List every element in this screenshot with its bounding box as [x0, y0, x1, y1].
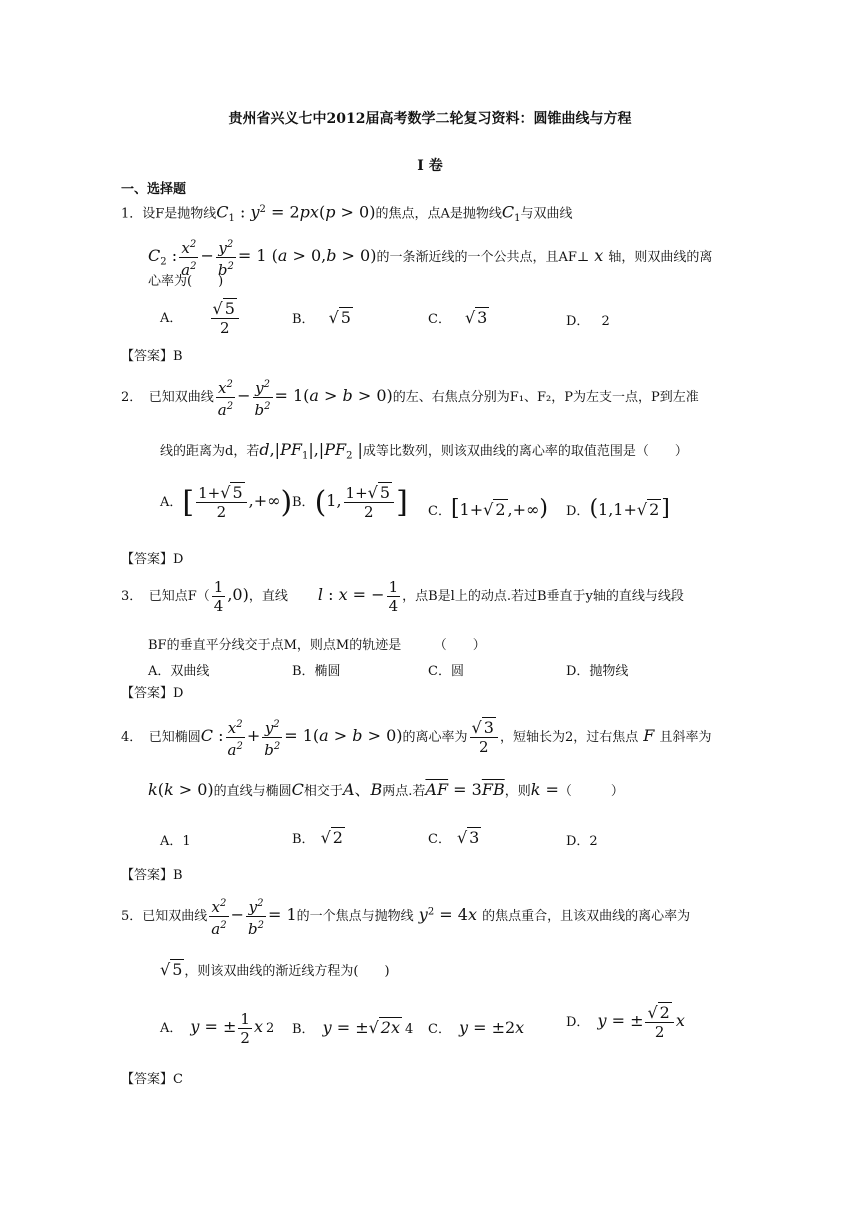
q4-option-a: A．1	[160, 834, 191, 849]
q4-option-c: C． √ 3	[428, 828, 480, 847]
q5-option-b: B． y = ±√ 2x 4	[292, 1018, 414, 1037]
q3-option-b: B．椭圆	[292, 664, 341, 679]
q2-option-a: A．[ $\frac{1+√ 5}{2}$ ,+∞)	[160, 483, 293, 521]
q5-option-a: A． y = ± $\frac{1}{2}$ x 2	[160, 1010, 275, 1047]
q4-option-d: D．2	[566, 834, 598, 849]
q5-option-d: D． y = ± $\frac{√ 2}{2}$ x	[566, 1003, 685, 1041]
q4-option-b: B． √ 2	[292, 828, 343, 847]
q1-option-d: D． 2	[566, 314, 610, 329]
document-title: 贵州省兴义七中2012届高考数学二轮复习资料：圆锥曲线与方程	[228, 111, 632, 127]
q5-answer: 【答案】C	[121, 1072, 183, 1087]
q2-line2: 线的距离为d，若$d,|PF_1|,|PF_2$ |成等比数列，则该双曲线的离心率的取值范围是（ ）	[160, 440, 688, 462]
q5-line1: 5．已知双曲线 $\frac{x^2}{a^2}$ − $\frac{y^2}{b^2}$ = 1的一个焦点与抛物线 $y^2 = 4x$ 的焦点重合，且该双曲线的离心率为	[121, 898, 691, 938]
q4-line1: 4． 已知椭圆C : $\frac{x^2}{a^2}$ + $\frac{y^2}{b^2}$ = 1(a > b > 0)的离心率为 $\frac{√ 3}{2}$ ，短轴长为2，过右焦点 F 且斜率为	[121, 718, 712, 759]
q1-option-b: B． √ 5	[292, 308, 351, 327]
q3-line2: BF的垂直平分线交于点M，则点M的轨迹是 （ ）	[148, 638, 486, 653]
q4-answer: 【答案】B	[121, 868, 183, 883]
q5-option-c: C． y = ±2x	[428, 1018, 525, 1037]
q1-line3: 心率为( )	[148, 274, 224, 289]
q1-option-c: C． √ 3	[428, 308, 488, 327]
q2-option-d: D．(1,1+√ 2]	[566, 496, 670, 521]
q3-answer: 【答案】D	[121, 686, 184, 701]
q2-option-c: C．[1+√ 2 ,+∞)	[428, 496, 548, 521]
q4-line2: k(k > 0)的直线与椭圆C相交于A、B两点.若$\overline{AF} = 3\overline{FB}$，则k =（ ）	[148, 780, 624, 799]
q2-line1: 2． 已知双曲线 $\frac{x^2}{a^2}$ − $\frac{y^2}{b^2}$ = 1(a > b > 0)的左、右焦点分别为F₁、F₂，P为左支一点，P到左准	[121, 379, 699, 419]
q2-answer: 【答案】D	[121, 552, 184, 567]
q3-line1: 3． 已知点F（ $\frac{1}{4}$ ,0)，直线 l : x = − $\frac{1}{4}$ ，点B是l上的动点.若过B垂直于y轴的直线与线段	[121, 578, 684, 615]
q5-line2: √ 5 ，则该双曲线的渐近线方程为( )	[160, 960, 390, 979]
q1-line1: 1．设F是抛物线$C_1$ : $y^2 = 2px(p > 0)$的焦点，点A是抛物线$C_1$与双曲线	[121, 202, 573, 224]
q1-answer: 【答案】B	[121, 349, 183, 364]
q3-option-d: D．抛物线	[566, 664, 629, 679]
q3-option-a: A．双曲线	[148, 664, 210, 679]
volume-heading: I 卷	[417, 158, 443, 174]
section-heading: 一、选择题	[121, 182, 187, 197]
q3-option-c: C．圆	[428, 664, 464, 679]
q1-option-a: A． $\frac{√ 5}{2}$	[160, 300, 241, 337]
q1-line2: $C_2$ : $\frac{x^2}{a^2}$ − $\frac{y^2}{b^2}$ = 1 (a > 0,b > 0)的一条渐近线的一个公共点，且AF⊥ x 轴，则双曲线的离	[148, 239, 713, 279]
q2-option-b: B．(1, $\frac{1+√ 5}{2}$ ]	[292, 483, 408, 521]
